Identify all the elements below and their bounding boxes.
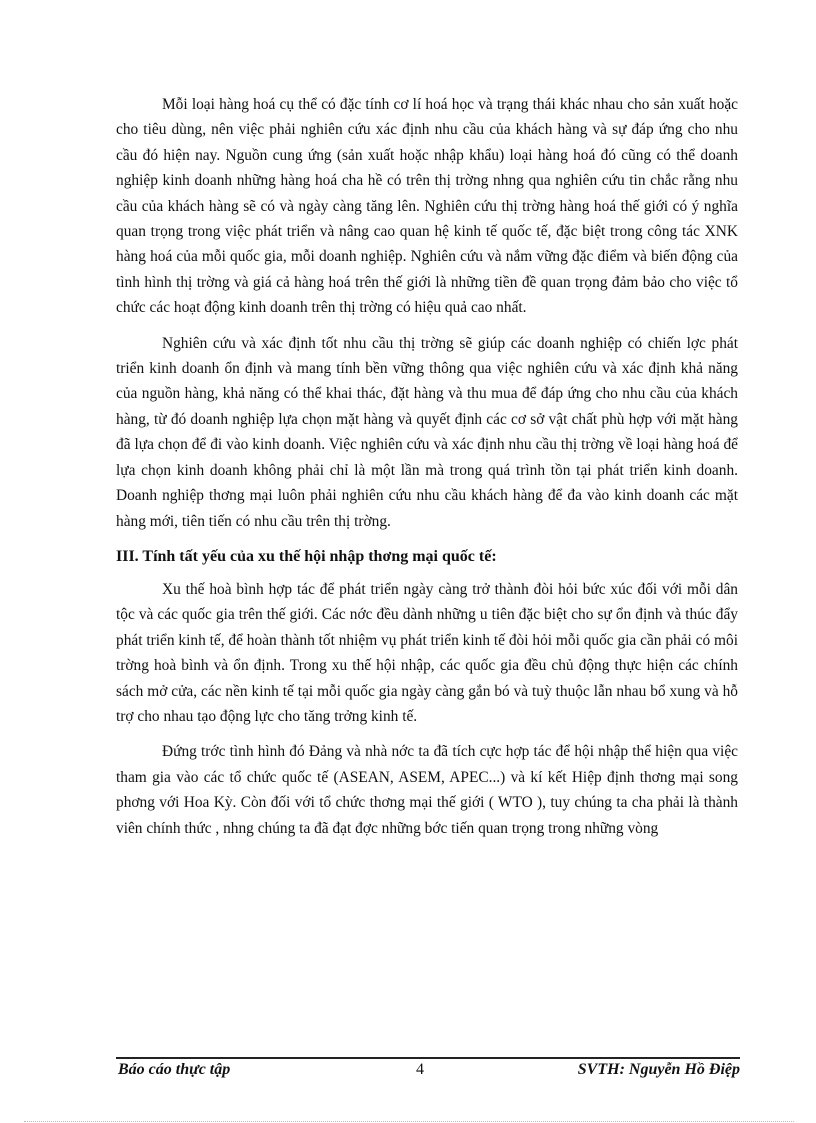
paragraph-3: Xu thế hoà bình hợp tác để phát triển ngày càng trở thành đòi hỏi bức xúc đối với mỗi dân tộc và các quốc gia trên thế giới. Các nớc đều dành những u tiên đặc biệt cho sự ổn định và thúc đẩy phát triển kinh tế, để hoàn thành tốt nhiệm vụ phát triển kinh tế đòi hỏi mỗi quốc gia cần phải có môi trờng hoà bình và ổn định. Trong xu thế hội nhập, các quốc gia đều chủ động thực hiện các chính sách mở cửa, các nền kinh tế tại mỗi quốc gia ngày càng gắn bó và tuỳ thuộc lẫn nhau bổ xung và hỗ trợ cho nhau tạo động lực cho tăng trởng kinh tế. (116, 580, 738, 725)
paragraph-2: Nghiên cứu và xác định tốt nhu cầu thị trờng sẽ giúp các doanh nghiệp có chiến lợc phát triển kinh doanh ổn định và mang tính bền vững thông qua việc nghiên cứu và xác định khả năng của nguồn hàng, khả năng có thể khai thác, đặt hàng và thu mua để đáp ứng cho nhu cầu của khách hàng, từ đó doanh nghiệp lựa chọn mặt hàng và quyết định các cơ sở vật chất phù hợp với mặt hàng đã lựa chọn để đi vào kinh doanh. Việc nghiên cứu và xác định nhu cầu thị trờng về loại hàng hoá để lựa chọn kinh doanh không phải chỉ là một lần mà trong quá trình tồn tại phát triển kinh doanh. Doanh nghiệp thơng mại luôn phải nghiên cứu nhu cầu khách hàng để đa vào kinh doanh các mặt hàng mới, tiên tiến có nhu cầu trên thị trờng. (116, 334, 738, 530)
footer-author: SVTH: Nguyễn Hồ Điệp (577, 1061, 740, 1078)
paragraph-1: Mỗi loại hàng hoá cụ thể có đặc tính cơ lí hoá học và trạng thái khác nhau cho sản xuất hoặc cho tiêu dùng, nên việc phải nghiên cứu xác định nhu cầu của khách hàng và sự đáp ứng cho nhu cầu đó hiện nay. Nguồn cung ứng (sản xuất hoặc nhập khẩu) loại hàng hoá đó cũng có thể doanh nghiệp kinh doanh những hàng hoá cha hề có trên thị trờng nhng qua nghiên cứu tin chắc rằng nhu cầu của khách hàng sẽ có và ngày càng tăng lên. Nghiên cứu thị trờng hàng hoá thế giới có ý nghĩa quan trọng trong việc phát triển và nâng cao quan hệ kinh tế quốc tế, đặc biệt trong công tác XNK hàng hoá của mỗi quốc gia, mỗi doanh nghiệp. Nghiên cứu và nắm vững đặc điểm và biến động của tình hình thị trờng và giá cả hàng hoá trên thế giới là những tiền đề quan trọng đảm bảo cho việc tổ chức các hoạt động kinh doanh trên thị trờng có hiệu quả cao nhất. (116, 96, 738, 317)
section-heading: III. Tính tất yếu của xu thế hội nhập thơng mại quốc tế: (116, 547, 497, 565)
paragraph-4: Đứng trớc tình hình đó Đảng và nhà nớc ta đã tích cực hợp tác để hội nhập thể hiện qua việc tham gia vào các tổ chức quốc tế (ASEAN, ASEM, APEC...) và kí kết Hiệp định thơng mại song phơng với Hoa Kỳ. Còn đối với tổ chức thơng mại thế giới ( WTO ), tuy chúng ta cha phải là thành viên chính thức , nhng chúng ta đã đạt đợc những bớc tiến quan trọng trong những vòng (116, 743, 738, 837)
footer-divider (116, 1057, 740, 1059)
page-number: 4 (416, 1061, 424, 1078)
footer-report-label: Báo cáo thực tập (118, 1061, 231, 1078)
page-footer (116, 1061, 740, 1083)
page-edge-dotted-line (24, 1121, 794, 1122)
page-body (116, 92, 738, 851)
